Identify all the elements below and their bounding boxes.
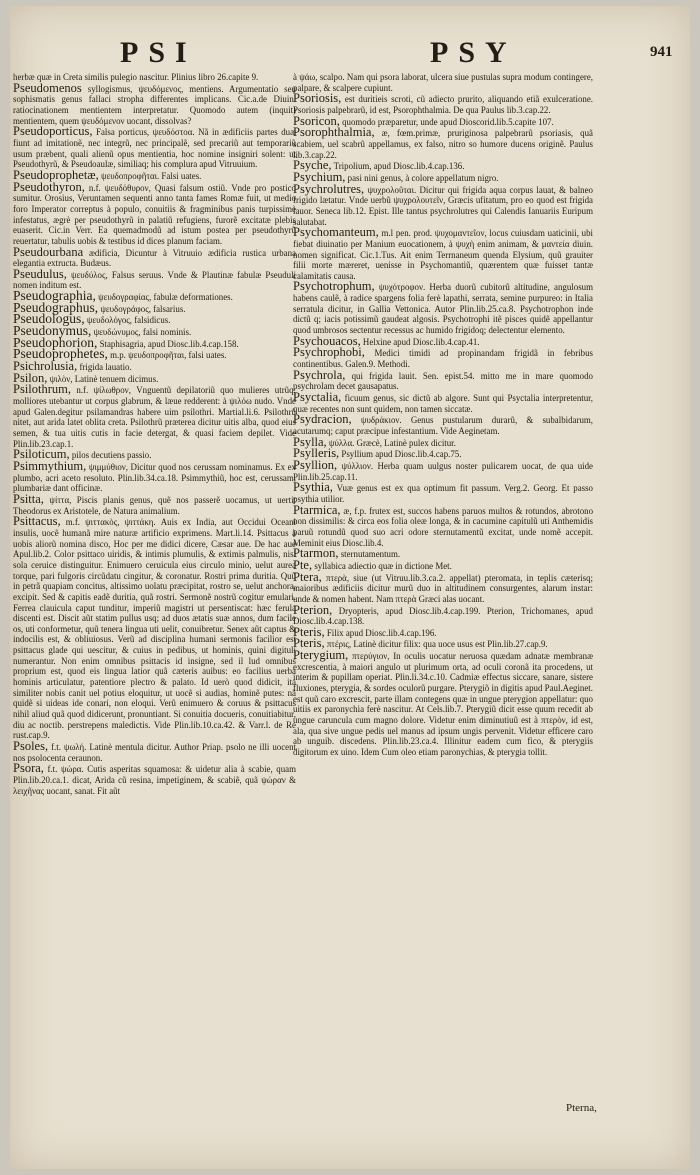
entry-text: frigida lauatio. [79,362,132,373]
entry-text: à ψάω, scalpo. Nam qui psora laborat, ulcera siue pustulas supra modum contingere, palpare, & scalpere cupiunt. [293,72,593,93]
dictionary-entry [293,181,593,228]
entry-headword: Psitta, [13,491,44,506]
entry-headword: Pseudomenos [13,80,82,95]
entry-text: ψευδύλος, Falsus seruus. Vnde & Plautinæ fabulæ Pseuduli nomen inditum est. [13,269,296,291]
entry-text: Psyllium apud Diosc.lib.4.cap.75. [341,449,462,460]
entry-text: ψυχότροφον. Herba duorũ cubitorũ altitudine, angulosum habens caulẽ, à radice spargens folia ferè lapathi, serrata, semine purpureo: in Italia serratula dicitur, in Gallia Vettonica. Autor Plin.lib.25.ca.8. Psychotrophon inde dictũ q; iacis potissimũ gaudeat algosis. Psychotrophi itẽ pisces quidẽ appellantur quod umbrosos sectentur recessus ac humido frigidoq; delectentur elemento. [293,282,593,336]
page-number: 941 [650,44,673,60]
dictionary-entry [293,650,593,758]
entry-headword: Pterygium, [293,648,349,663]
running-head [10,36,690,76]
entry-text: m.f. ψιττακὸς, ψιττάκη. Auis ex India, aut Occidui Oceani insulis, uocẽ humanã mire naturæ artificio exprimens. Mart.li.14. Psittacus à uobis aliorũ nomina disco, Hoc per me didici dicere, Cæsar aue. De hac aue Apul.lib.2. Color psittaco uiridis, & intimis plumulis, & extimis palmulis, nisi sola ceruice distinguitur. Enimuero ceruicula eius circulo minio, uelut aurea torque, pari fulgoris circũdatu cingitur, & coronatur. Rostri prima duritia. Quũ in petrã quapiam concitus, altissimo uolatu præcipitat, rostro se, uelut anchora, excipit. Sed & capitis eadẽ duritia, quã rostri. Sermonẽ nostrũ cogitur emulari. Ferrea clauicula caput tunditur, imperiũ magistri ut persentiscat: hæc ferula discenti est. Discit aũt statim pullus usq; ad duos ætatis suæ annos, dum facile os, uti conformetur, quũ tenera lingua uti uelit, conuibretur. Senex aũt captus & indocilis est, & obliuiosus. Verũ ad disciplina humani sermonis facilior est psittacus glade qui uescitur, & cuius in pedibus, ut hominis, quini digituli numerantur. Non enim omnibus psittacis id insigne, sed il lud omnibus proprium est, quod eis lingua latior quã cæteris auibus: eo facilius uerba hominis articulatur, patentiore plectro & palato. Id uerò quod didicit, ita similiter nobis canit uel potius eloquitur, ut uocẽ si audias, hominẽ putes: nã quidẽ si uideas ide conari, non eloqui. Verũ enimuero & coruus & psittacus nihil aliud quã quod didicerunt, pronuntiant. Si conuitia docueris, conuitiabitur, diu ac noctib. perstrepens maledictis. Vide Plin.lib.10.ca.42. & Varr.l. de Re rust.cap.9. [13,517,297,741]
entry-headword: Pseudographus, [13,299,99,315]
entry-text: qui frigida lauit. Sen. epist.54. mitto me in mare quomodo psychrolam decet gausapatus. [293,370,593,392]
entry-text: Tripolium, apud Diosc.lib.4.cap.136. [333,161,465,172]
dictionary-entry [13,361,296,373]
dictionary-entry [293,93,593,115]
entry-text: ψευδογράφος, falsarius. [100,303,186,314]
entry-text: ψευδολόγος, falsidicus. [86,315,171,326]
entry-headword: Psorophthalmia, [293,125,375,140]
entry-text: Filix apud Diosc.lib.4.cap.196. [326,627,437,638]
entry-text: pasi nini genus, à colore appellatum nigro. [347,172,499,183]
dictionary-entry [293,457,593,482]
left-column [13,72,296,796]
entry-text: æ, f.p. frutex est, succos habens paruos multos & rotundos, abrotono non dissimilis: & circa eos folia oleæ longa, & in cacumine capitulũ uti Anthemidis paruũ rotundũ quod suo acri odore sternutamentũ excitat, unde nomẽ accepit. Meminit eius Diosc.lib.4. [293,505,594,548]
entry-headword: Pte, [293,557,313,572]
entry-text: syllabica adiectio quæ in dictione Met. [314,560,452,571]
entry-text: ψίττα, Piscis planis genus, quẽ nos passerẽ uocamus, ut uertit Theodorus ex Aristotele, de Natura animalium. [13,494,296,516]
entry-text: ψύλλιον. Herba quam uulgus noster pulicarem uocat, de qua uide Plin.lib.25.cap.11. [293,460,593,482]
entry-text: ψυδράκιον. Genus pustularum durarũ, & subalbidarum, acutarumq; caput præcipue infestantium. Vide Aeginetam. [293,415,594,436]
dictionary-entry [293,227,593,281]
entry-headword: Psiloticum, [13,447,70,462]
dictionary-entry [293,624,593,639]
entry-headword: Ptera, [293,569,322,584]
entry-headword: Psimmythium, [13,458,87,473]
entry-headword: Psyllion, [293,457,338,472]
entry-headword: Psychrola, [293,367,346,382]
entry-headword: Pseudologus, [13,311,85,327]
entry-text: sternutamentum. [340,549,401,560]
entry-headword: Psychium, [293,169,346,184]
dictionary-entry [293,482,593,504]
dictionary-entry [293,602,593,627]
entry-text: f.t. ψώρα. Cutis asperitas squamosa: & uidetur alia à scabie, quam Plin.lib.20.ca.1. dicat, Arida cũ resina, impetiginem, & scabiẽ, quã ψώραν & λειχῆνας uocant, sanat. Fit aũt [13,764,297,796]
entry-headword: Pseudographia, [13,288,96,304]
entry-text: Falsa porticus, ψευδόστοα. Nã in ædificiis partes duæ fiunt ad imitationẽ, nec integrũ, nec principalẽ, sed precariũ aut temporariũ usum præbent, quali alienũ opus mentientia, hoc nomine insigniri solent: ut Pseudothyrũ, & Pseudoaulæ, similiaq; his complura apud Vitruuium. [13,127,297,170]
entry-text: Vuæ genus est ex qua optimum fit passum. Verg.2. Georg. Et passo psythia utilior. [293,483,593,504]
entry-text: ψυχρολοῦται. Dicitur qui frigida aqua corpus lauat, & balneo frigido lætatur. Vnde uerbũ ψυχρολουτεῖν, Græcis ufitatum, pro eo quod est frigida lauor. Seneca lib.12. Epist. Ille tantus psychrolutres qui Calendis Ianuariis Euripum salutabat. [293,184,593,227]
dictionary-entry [13,458,296,494]
entry-text: πτέρις, Latinè dicitur filix: qua uoce usus est Plin.lib.27.cap.9. [326,639,548,650]
entry-text: æ, fœm.primæ, pruriginosa palpebrarũ psoriasis, quã scabiem, uel scabrũ appellamus, ex falso, nitro so humore ducens originẽ. Paulus lib.3.cap.22. [293,128,593,160]
entry-headword: Pterion, [293,602,333,617]
entry-headword: Psichrolusia, [13,359,78,374]
entry-text: Dryopteris, apud Diosc.lib.4.cap.199. Pterion, Trichomanes, apud Diosc.lib.4.cap.138. [293,605,593,627]
entry-text: pilos decutiens passio. [71,450,152,461]
entry-text: Medici timidi ad propinandam frigidã in febribus continentibus. Galen.9. Methodi. [293,348,593,370]
entry-headword: Psittacus, [13,514,61,529]
dictionary-entry [13,491,296,516]
entry-text: f.t. ψωλή. Latinè mentula dicitur. Author Priap. psolo ne illi uocent nos psolocenta ceraunon. [13,742,297,763]
entry-headword: Psilon, [13,370,48,385]
entry-headword: Psydracion, [293,412,352,427]
entry-headword: Psyche, [293,158,332,173]
entry-headword: Psyctalia, [293,390,342,405]
entry-text: n.f. ψευδόθυρον, Quasi falsum ostiũ. Vnde pro postico sumitur. Orosius, Veruntamen sequenti anno tanta fames Romæ fuit, ut medio foro Imperator correptus à populo, conuitiis & fragminibus panis turpissimè infestatus, ægrè per pseudothyrũ in palatiũ refugiens, furorẽ excitatæ plebis euaserit. Cic.in Verr. Ea quemadmodũ ad istum postea per pseudothyrũ reuertatur, tabulis uobis & testibus id dices planum faciam. [13,182,296,246]
entry-headword: Psychrolutres, [293,181,365,196]
running-head-left: PSI [120,36,197,69]
dictionary-entry [13,516,296,741]
entry-headword: Psoriosis, [293,91,342,106]
entry-headword: Ptarmica, [293,502,341,517]
entry-headword: Psychotrophum, [293,279,375,294]
book-page [10,6,690,1169]
entry-headword: Psoricon, [293,113,340,128]
entry-headword: Psychomanteum, [293,225,379,240]
running-head-right: PSY [430,36,517,69]
entry-headword: Psylleris, [293,446,340,461]
dictionary-entry [293,414,593,436]
entry-text: Staphisagria, apud Diosc.lib.4.cap.158. [99,338,239,349]
entry-text: quomodo præparetur, unde apud Dioscorid.lib.5.capite 107. [342,116,554,127]
entry-headword: Psychrophobi, [293,345,365,360]
entry-headword: Psora, [13,761,44,776]
dictionary-entry [13,179,296,247]
entry-text: syllogismus, ψευδόμενος, mentiens. Argumentatio seu sophismatis genus fallaci stropha differentes implicans. Cic.a.de Diuin. ratiocinationem mentientem interpretatur. Quomodo autem (inquit) mentientem, quem ψευδόμενον uocant, dissolvas? [13,83,296,126]
entry-text: ψευδώνυμος, falsi nominis. [93,327,192,338]
entry-text: herbæ quæ in Creta similis pulegio nascitur. Plinius libro 26.capite 9. [13,72,259,82]
entry-text: n.f. ψίλωθρον, Vnguentũ depilatoriũ quo mulieres utrũq; molliores utebantur ut corpus glabrum, & læue redderent: à ψιλόω nudo. Vnde apud Galen.degitur psilamandras habere uim psilothri. Martial.li.6. Psilothrũ nitet, aut arida latet oblita creta. Psilothrũ præterea dicitur uitis alba, quod eius semen, & tua uitis cutis in facie detergat, & quasi faciem depilet. Vide Plin.lib.23.cap.1. [13,385,297,449]
entry-text: πτερύγιον, In oculis uocatur neruosa quædam adnatæ membranæ excrescentia, à maiori angulo ut plurimum orta, ad oculi coronã ita procedens, ut interim & pupillam operiat. Plin.li.34.c.10. Cadmiæ effectus siccare, sanare, sistere fluxiones, pterygia, & sordes oculorũ purgare. Pterygiõ in digitis apud Paul.Aeginet. est quũ caro excrescit, parte illam contegens quæ in ungue pterygion appellatur: quo uitiis ex paronychia ferè nascitur. At Cels.lib.7. Pterygiũ dicit esse quum recedit ab ungue caruncula cum magno dolore. Videtur enim diminutiuũ est à πτερὸν, id est, ala, qua sive ungue pedis uel manus ad ipsum ungis pervenit. Videtur efficere caro ab unguib. discedens. Plin.lib.23.ca.4. Illinitur eadem cum fico, & pterygiis digitorum ex uino. Idem Cum oleo etiam paronychias, & pterygia tollit. [293,651,593,758]
dictionary-entry [13,384,296,449]
entry-headword: Psoles, [13,739,49,754]
entry-headword: Pseudoprophetes, [13,346,108,362]
dictionary-entry [293,72,593,93]
entry-headword: Psythia, [293,480,333,495]
dictionary-entry [13,80,296,127]
dictionary-entry [13,126,296,170]
dictionary-entry [13,741,296,763]
entry-text: ψιμμύθιον, Dicitur quod nos cerussam nominamus. Ex ex plumbo, acri aceto resoluto. Plin.lib.34.ca.18. Psimmythiũ, hoc est, cerussam, plumbariæ dant officinæ. [13,461,296,494]
entry-text: Helxine apud Diosc.lib.4.cap.41. [362,336,480,347]
dictionary-entry [293,557,593,572]
dictionary-entry [293,548,593,560]
entry-text: ædificia, Dicuntur à Vitruuio ædificia rustica urbana elegantia extructa. Budæus. [13,247,296,269]
entry-text: ψευδοπροφῆται. Falsi uates. [100,170,202,181]
dictionary-entry [293,127,593,160]
entry-headword: Pseudoporticus, [13,124,93,139]
entry-headword: Pseudonymus, [13,323,92,339]
entry-headword: Pseudoprophetæ, [13,167,99,182]
dictionary-entry [293,281,593,335]
entry-headword: Pteris, [293,636,325,651]
dictionary-entry [293,569,594,605]
entry-headword: Ptarmon, [293,546,339,561]
entry-text: est duritieis scroti, cũ adiecto prurito, aliquando etiã exulceratione. Psoriosis palpebrarũ, id est, Psorophthalmia. De qua Paulus lib.3.cap.22. [293,94,593,115]
dictionary-entry [13,244,296,269]
entry-text: ψευδογραφίας, fabulæ deformationes. [98,292,233,303]
dictionary-entry [293,502,594,549]
dictionary-entry [293,392,593,414]
dictionary-entry [13,763,296,796]
entry-headword: Pseudourbana [13,244,84,259]
entry-text: m.l pen. prod. ψυχομαντεῖον, locus cuiusdam uaticinii, ubi fiebat diuinatio per Manium euocationem, à ψυχὴ enim animam, & μαντεία diuin. nomen significat. Cic.1.Tus. Ait enim Terrnaneum quenda Elysium, quũ grauiter filii morte mæreret, uenisse in Psychomantiũ, quærentem quæ fuisset tantæ calamitatis causa. [293,228,593,281]
entry-text: m.p. ψευδοπροφῆται, falsi uates. [110,350,227,361]
entry-text: ψύλλα. Græcè, Latinè pulex dicitur. [328,437,456,448]
dictionary-entry [293,367,593,392]
right-column [293,72,593,758]
entry-headword: Pseudulus, [13,266,67,281]
entry-headword: Psylla, [293,434,327,449]
entry-headword: Pseudothyron, [13,179,85,194]
entry-text: ficuum genus, sic dictũ ab algore. Sunt qui Psyctalia interpretentur, quæ recentes non sunt quidem, non tamen siccatæ. [293,393,594,414]
dictionary-entry [293,448,593,460]
entry-text: πτερὰ, siue (ut Vitruu.lib.3.ca.2. appellat) pteromata, in teplis cæterisq; maioribus ædificiis dicitur murũ duo in altitudinem consurgentes, alarum instar: unde & nomen habent. Nam πτερὰ Græci alas uocant. [293,572,594,604]
dictionary-entry [293,347,593,369]
entry-headword: Pteris, [293,624,325,639]
entry-headword: Psychouacos, [293,333,361,348]
entry-headword: Pseudophorion, [13,334,98,350]
catchword: Pterna, [566,1102,597,1114]
entry-headword: Psilothrum, [13,382,71,397]
entry-text: ψιλὸν, Latinè tenuem dicimus. [49,373,159,384]
